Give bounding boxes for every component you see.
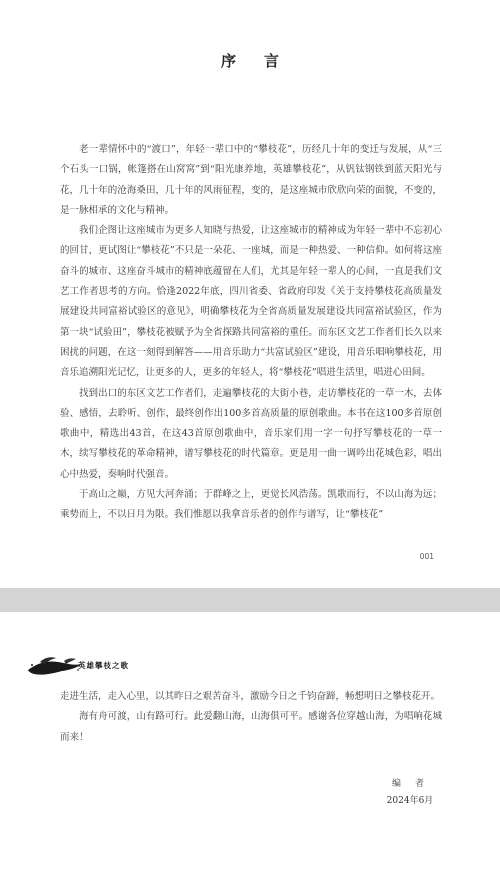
paragraph: 老一辈情怀中的“渡口”，年轻一辈口中的“攀枝花”，历经几十年的变迁与发展，从“三个石头一口锅，帐篷搭在山窝窝”到“阳光康养地，英雄攀枝花”，从钒钛钢铁到蓝天阳光与花，几十年的沧海桑田，几十年的风雨征程，变的，是这座城市欣欣向荣的面貌，不变的，是一脉相承的文化与精神。 <box>60 144 442 216</box>
page-separator <box>0 588 500 612</box>
signature-block <box>382 776 438 810</box>
date-label: 2024年6月 <box>386 796 434 806</box>
page-number: 001 <box>419 552 434 561</box>
page-title <box>0 50 500 71</box>
ink-brush-icon <box>26 652 86 680</box>
paragraph: 海有舟可渡，山有路可行。此爱翻山海，山海俱可平。感谢各位穿越山海，为唱响花城而来！ <box>60 711 442 743</box>
paragraph: 于高山之巅，方见大河奔涌；于群峰之上，更觉长风浩荡。凯歌而行，不以山海为远；乘势而上，不以日月为限。我们惟愿以我拿音乐者的创作与谱写，让“攀枝花” <box>60 489 442 521</box>
title-char-1: 序 <box>220 52 236 70</box>
header-caption: 英雄攀枝之歌 <box>78 661 129 670</box>
paragraph-continuation: 走进生活，走入心里，以其昨日之艰苦奋斗，激励今日之千钧奋蹄，畅想明日之攀枝花开。 <box>60 691 441 702</box>
running-header <box>26 652 186 680</box>
preface-body-continued <box>60 687 442 748</box>
preface-body <box>60 140 442 526</box>
paragraph: 我们企图让这座城市为更多人知晓与热爱，让这座城市的精神成为年轻一辈中不忘初心的回甘，更试图让“攀枝花”不只是一朵花、一座城，而是一种热爱、一种信仰。如何将这座奋斗的城市、这座奋斗城市的精神底蕴留在人们，尤其是年轻一辈人的心间，一直是我们文艺工作者思考的方向。恰逢2022年底，四川省委、省政府印发《关于支持攀枝花高质量发展建设共同富裕试验区的意见》，明确攀枝花为全省高质量发展建设共同富裕试验区，作为第一块“试验田”，攀枝花被赋予为全省探路共同富裕的重任。而东区文艺工作者们长久以来困扰的问题，在这一刻得到解答——用音乐助力“共富试验区”建设，用音乐唱响攀枝花，用音乐追溯阳光记忆，让更多的人，更多的年轻人，将“攀枝花”唱进生活里，唱进心田间。 <box>60 225 442 379</box>
page-two <box>0 612 500 890</box>
author-label: 编者 <box>391 779 438 789</box>
title-char-2: 言 <box>264 52 280 70</box>
paragraph: 找到出口的东区文艺工作者们，走遍攀枝花的大街小巷，走访攀枝花的一草一木，去体验、感悟，去聆听、创作，最终创作出100多首高质量的原创歌曲。本书在这100多首原创歌曲中，精选出43首，在这43首原创歌曲中，音乐家们用一字一句抒写攀枝花的一草一木，续写攀枝花的革命精神，谱写攀枝花的时代篇章。更是用一曲一调吟出花城色彩，唱出心中热爱，奏响时代强音。 <box>60 387 442 480</box>
